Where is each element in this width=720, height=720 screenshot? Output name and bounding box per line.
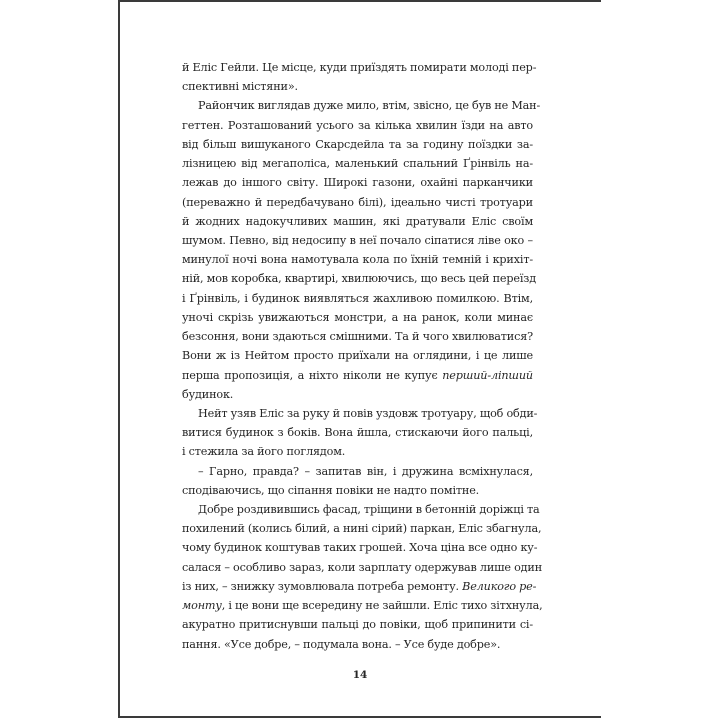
text-line: лежав до іншого світу. Широкі газони, охайні парканчики (182, 176, 533, 190)
text-line: витися будинок з боків. Вона йшла, стискаючи його пальці, (182, 426, 533, 440)
text-line: і стежила за його поглядом. (182, 445, 346, 459)
text-line: лізницею від мегаполіса, маленький спальний Ґрінвіль на- (182, 157, 533, 171)
text-line: салася – особливо зараз, коли зарплату одержував лише один (182, 560, 543, 574)
text-line: (переважно й передбачувано білі), ідеально чисті тротуари (182, 195, 533, 209)
text-line: й Еліс Гейли. Це місце, куди приїздять помирати молоді пер- (182, 61, 537, 74)
text-line: чому будинок коштував таких грошей. Хоча ціна все одно ку- (182, 541, 538, 555)
text-line: минулої ночі вона намотувала кола по їхній темній і крихіт- (182, 253, 533, 267)
text-line (182, 577, 537, 596)
italic-emphasis: перший-ліпший (442, 368, 533, 382)
text-line: геттен. Розташований усього за кілька хвилин їзди на авто (182, 118, 533, 132)
text-segment: перша пропозиція, а ніхто ніколи не купує (182, 368, 443, 382)
text-line: ній, мов коробка, квартирі, хвилюючись, що весь цей переїзд (182, 272, 536, 286)
page-number: 14 (352, 669, 368, 681)
text-line: сподіваючись, що сіпання повіки не надто помітне. (182, 483, 480, 497)
text-line: і Ґрінвіль, і будинок виявляться жахливою помилкою. Втім, (182, 291, 533, 305)
text-line: Добре роздивившись фасад, тріщини в бетонній доріжці та (198, 503, 540, 517)
text-line: спективні містяни». (182, 80, 298, 94)
text-line: й жодних надокучливих машин, які дратували Еліс своїм (182, 214, 533, 228)
text-line (182, 596, 543, 615)
text-segment: , і це вони ще всередину не зайшли. Еліс тихо зітхнула, (221, 599, 543, 613)
text-line: шумом. Певно, від недосипу в неї почало сіпатися ліве око – (182, 233, 533, 247)
text-line: уночі скрізь увижаються монстри, а на ранок, коли минає (182, 310, 533, 324)
text-line: Райончик виглядав дуже мило, втім, звісно, це був не Ман- (198, 99, 541, 113)
text-line: Вони ж із Нейтом просто приїхали на оглядини, і це лише (182, 349, 533, 363)
text-line: пання. «Усе добре, – подумала вона. – Усе буде добре». (182, 637, 501, 651)
page-body-text (182, 58, 543, 654)
text-line: від більш вишуканого Скарсдейла та за годину поїздки за- (182, 137, 533, 151)
text-line: – Гарно, правда? – запитав він, і дружина всміхнулася, (198, 464, 533, 478)
italic-emphasis: монту (182, 599, 222, 613)
text-line: похилений (колись білий, а нині сірий) паркан, Еліс збагнула, (182, 522, 542, 536)
text-line: акуратно притиснувши пальці до повіки, щоб припинити сі- (182, 618, 533, 632)
text-line: безсоння, вони здаються смішними. Та й чого хвилюватися? (182, 330, 533, 344)
text-line: Нейт узяв Еліс за руку й повів уздовж тротуару, щоб обди- (198, 406, 538, 420)
text-line (182, 366, 533, 385)
text-segment: із них, – знижку зумовлювала потреба ремонту. (182, 579, 463, 593)
italic-emphasis: Великого ре- (462, 579, 537, 593)
text-line: будинок. (182, 387, 234, 401)
